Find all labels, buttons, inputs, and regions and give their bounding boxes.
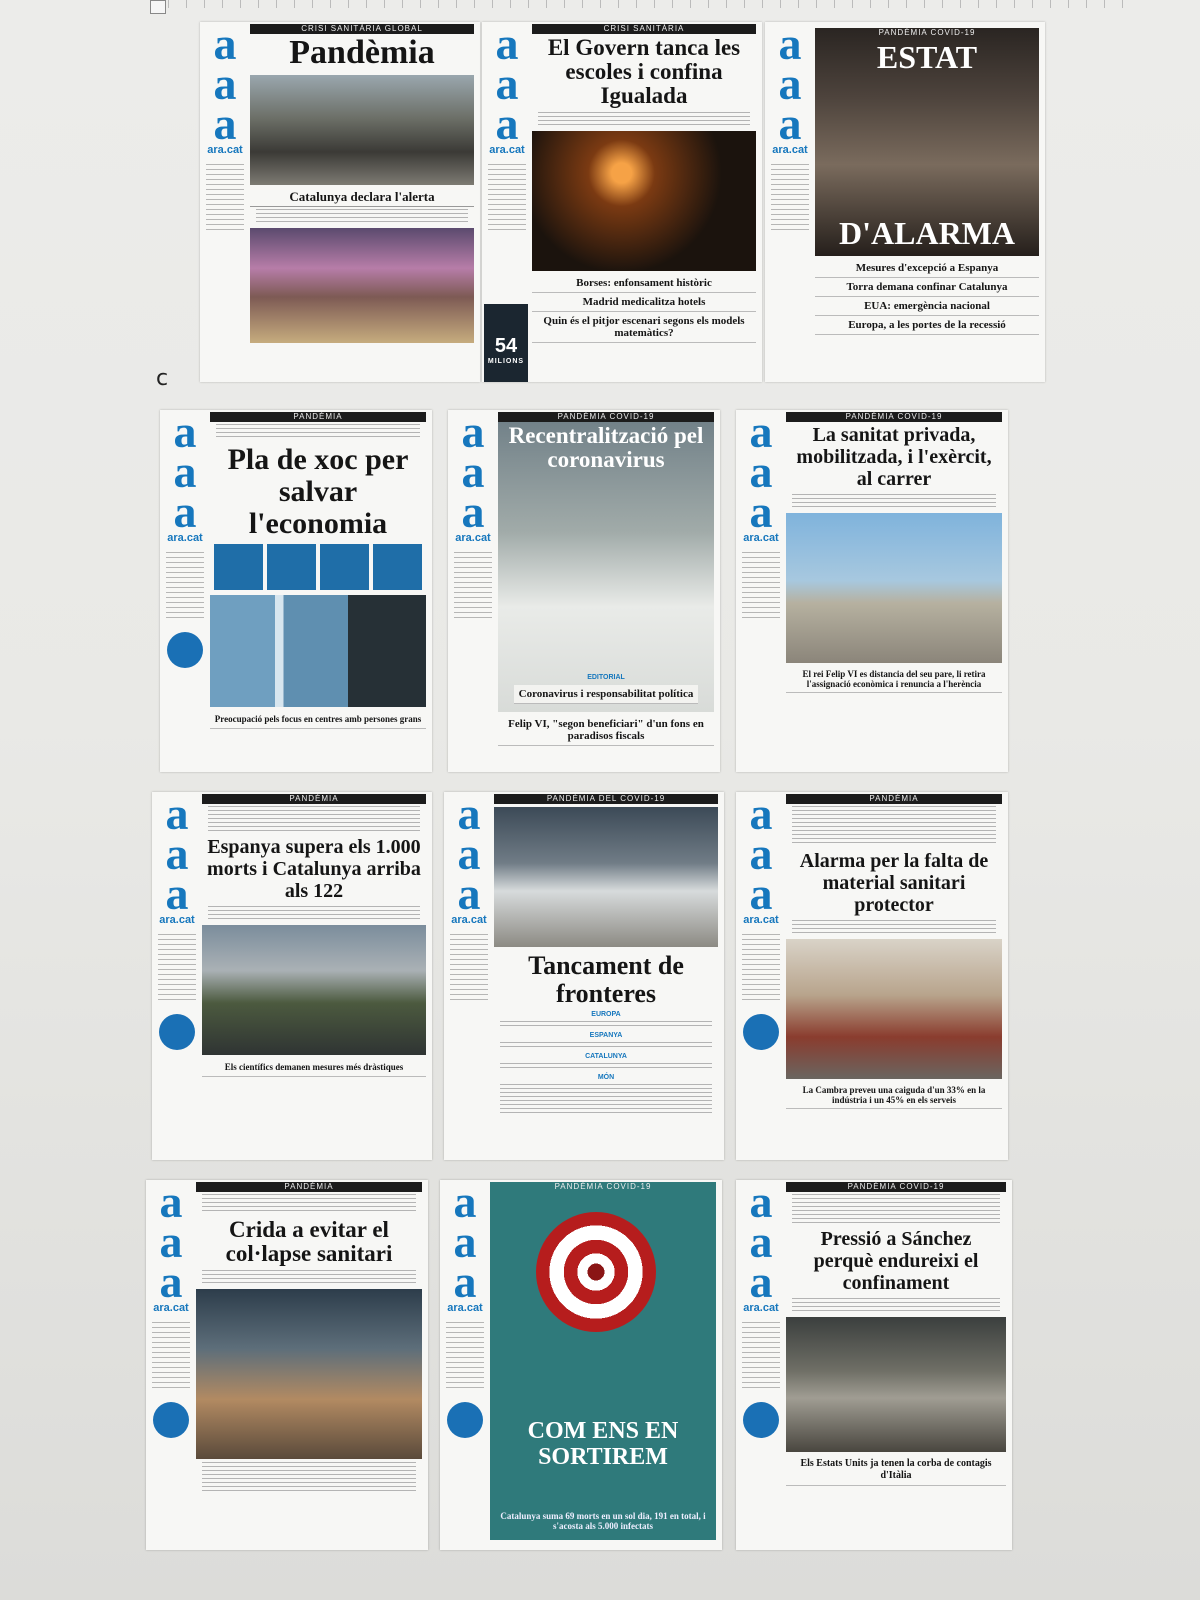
front-page-6[interactable] [736,410,1008,772]
masthead-letter: a [165,828,189,879]
subtext [500,1084,712,1114]
section-label: PANDÈMIA [202,794,426,804]
subtext [500,1042,712,1050]
headline: Recentralització pel coronavirus [508,423,704,472]
news-item: Torra demana confinar Catalunya [815,278,1039,297]
masthead-letter: a [453,1216,477,1267]
masthead-letter: a [165,868,189,919]
masthead-letter: a [749,1216,773,1267]
masthead-letter: a [495,98,519,149]
subtext [208,906,420,922]
masthead-letter: a [778,58,802,109]
target-icon [536,1212,656,1332]
masthead-letter: a [749,486,773,537]
headline-bottom: D'ALARMA [839,215,1015,251]
masthead [446,794,492,1146]
masthead-domain: ara.cat [451,914,487,926]
headline: Pressió a Sánchez perquè endureixi el confinament [813,1228,979,1294]
news-item: Mesures d'excepció a Espanya [815,259,1039,278]
subtext [792,1194,1000,1224]
masthead-letter: a [173,446,197,497]
photo [786,513,1002,663]
headline-top: ESTAT [876,39,978,75]
masthead-letter: a [213,58,237,109]
illustration [490,1182,716,1540]
section-label: PANDÈMIA COVID-19 [878,28,976,37]
ruler [150,0,1140,8]
headline: COM ENS EN SORTIREM [527,1418,679,1470]
masthead [202,24,248,376]
masthead-letter: a [457,868,481,919]
photo [786,1317,1006,1452]
bottom-headline: Felip VI, "segon beneficiari" d'un fons en paradisos fiscals [498,715,714,746]
caption: Preocupació pels focus en centres amb persones grans [210,710,426,729]
sidebar-text [771,164,809,234]
news-item: EUA: emergència nacional [815,297,1039,316]
subtext [792,494,996,510]
bottom-headline: El rei Felip VI es distancia del seu pare, li retira l'assignació econòmica i renuncia a l'herència [786,666,1002,693]
photo [210,595,426,707]
masthead [450,412,496,764]
statistic-number: 54 [494,335,518,357]
masthead-letter: a [461,486,485,537]
photo [786,939,1002,1079]
masthead-domain: ara.cat [772,144,808,156]
masthead-letter: a [159,1180,183,1227]
section-tag: EUROPA [591,1011,621,1018]
section-label: PANDÈMIA COVID-19 [554,1182,652,1191]
front-page-4[interactable] [160,410,432,772]
sidebar-text [152,1322,190,1392]
photo [815,28,1039,256]
masthead [148,1182,194,1534]
masthead-domain: ara.cat [743,914,779,926]
masthead-domain: ara.cat [153,1302,189,1314]
front-page-5[interactable] [448,410,720,772]
subtext [208,806,420,832]
masthead [442,1182,488,1534]
info-boxes [210,542,426,592]
masthead-letter: a [457,792,481,839]
front-page-7[interactable] [152,792,432,1160]
headline: Pandèmia [289,34,435,71]
masthead-letter: a [749,792,773,839]
sidebar-text [450,934,488,1004]
front-page-8[interactable] [444,792,724,1160]
info-box [373,544,422,590]
photo [494,807,718,947]
second-headline: Catalunya declara l'alerta [250,188,474,207]
front-page-10[interactable] [146,1180,428,1550]
subtext [202,1270,416,1286]
subtext [202,1194,416,1214]
masthead-letter: a [495,58,519,109]
statistic-box [484,304,528,382]
section-label: PANDÈMIA [196,1182,422,1192]
promo-circle [447,1402,483,1438]
masthead-domain: ara.cat [207,144,243,156]
photo [202,925,426,1055]
masthead-letter: a [778,22,802,69]
front-page-1[interactable] [200,22,480,382]
bottom-headline: Els Estats Units ja tenen la corba de contagis d'Itàlia [786,1455,1006,1486]
sidebar-text [158,934,196,1004]
masthead [767,24,813,376]
front-page-11[interactable] [440,1180,722,1550]
masthead-domain: ara.cat [167,532,203,544]
section-label: CRISI SANITÀRIA [532,24,756,34]
masthead-letter: a [461,410,485,457]
promo-circle [159,1014,195,1050]
headline: Alarma per la falta de material sanitari protector [799,850,989,916]
promo-circle [743,1402,779,1438]
masthead-letter: a [457,828,481,879]
headline: Espanya supera els 1.000 morts i Catalunya arriba als 122 [207,836,421,902]
masthead-domain: ara.cat [743,1302,779,1314]
promo-circle [153,1402,189,1438]
masthead [154,794,200,1146]
news-item: Madrid medicalitza hotels [532,293,756,312]
masthead-domain: ara.cat [447,1302,483,1314]
masthead-letter: a [749,1180,773,1227]
section-label: PANDÈMIA COVID-19 [786,1182,1006,1192]
subtext [792,806,996,846]
masthead-letter: a [173,410,197,457]
masthead-domain: ara.cat [743,532,779,544]
sidebar-text [488,164,526,234]
masthead [738,412,784,764]
section-label: PANDÈMIA [210,412,426,422]
subtext [202,1462,416,1492]
headline: El Govern tanca les escoles i confina Igualada [547,35,741,108]
sidebar-text [742,552,780,622]
masthead-letter: a [173,486,197,537]
masthead [738,1182,784,1534]
masthead-letter: a [453,1180,477,1227]
photo [498,412,714,712]
news-item: Europa, a les portes de la recessió [815,316,1039,335]
promo-circle [167,632,203,668]
bottom-headline: Els científics demanen mesures més dràstiques [202,1058,426,1077]
bottom-headline: Catalunya suma 69 morts en un sol dia, 191 en total, i s'acosta als 5.000 infectats [500,1511,706,1531]
headline: Tancament de fronteres [528,951,684,1008]
section-label: CRISI SANITÀRIA GLOBAL [250,24,474,34]
bottom-headline: La Cambra preveu una caiguda d'un 33% en la indústria i un 45% en els serveis [786,1082,1002,1109]
editorial-tag: EDITORIAL [587,674,625,681]
subtext [256,209,468,225]
photo [196,1289,422,1459]
masthead-domain: ara.cat [159,914,195,926]
section-label: PANDÈMIA COVID-19 [786,412,1002,422]
section-label: PANDÈMIA DEL COVID-19 [494,794,718,804]
subtext [792,1298,1000,1314]
promo-circle [743,1014,779,1050]
section-tag: MÓN [597,1074,615,1081]
section-label: PANDÈMIA [786,794,1002,804]
text-cursor: c [156,366,169,391]
front-page-9[interactable] [736,792,1008,1160]
section-label: PANDÈMIA COVID-19 [498,412,714,422]
sidebar-text [446,1322,484,1392]
masthead [738,794,784,1146]
sidebar-text [166,552,204,622]
masthead-letter: a [495,22,519,69]
photo [532,131,756,271]
headline: La sanitat privada, mobilitzada, i l'exèrcit, al carrer [796,424,992,490]
section-tag: CATALUNYA [585,1053,627,1060]
sidebar-text [742,1322,780,1392]
masthead-letter: a [453,1256,477,1307]
sidebar-text [742,934,780,1004]
masthead-letter: a [749,828,773,879]
section-tag: ESPANYA [589,1032,623,1039]
front-page-2[interactable] [482,22,762,382]
news-item: Quin és el pitjor escenari segons els models matemàtics? [532,312,756,343]
news-item: Borses: enfonsament històric [532,274,756,293]
info-box [267,544,316,590]
checkbox[interactable] [150,0,166,14]
subtext [500,1063,712,1071]
masthead-letter: a [461,446,485,497]
masthead-letter: a [749,446,773,497]
masthead-letter: a [749,1256,773,1307]
masthead-letter: a [778,98,802,149]
photo [250,75,474,185]
masthead-letter: a [159,1216,183,1267]
info-box [320,544,369,590]
masthead-letter: a [749,868,773,919]
masthead [162,412,208,764]
editorial-item: Coronavirus i responsabilitat política [514,685,698,704]
masthead-domain: ara.cat [489,144,525,156]
info-box [214,544,263,590]
sidebar-text [454,552,492,622]
subtext [216,424,420,440]
masthead-letter: a [159,1256,183,1307]
subtext [500,1021,712,1029]
masthead-letter: a [213,22,237,69]
photo [250,228,474,343]
sidebar-text [206,164,244,234]
front-page-12[interactable] [736,1180,1012,1550]
masthead-domain: ara.cat [455,532,491,544]
headline: Crida a evitar el col·lapse sanitari [225,1217,393,1266]
front-page-3[interactable] [765,22,1045,382]
masthead-letter: a [213,98,237,149]
subtext [538,112,750,128]
masthead-letter: a [165,792,189,839]
masthead-letter: a [749,410,773,457]
subtext [792,920,996,936]
headline: Pla de xoc per salvar l'economia [227,443,409,540]
statistic-unit: MILIONS [487,358,525,365]
